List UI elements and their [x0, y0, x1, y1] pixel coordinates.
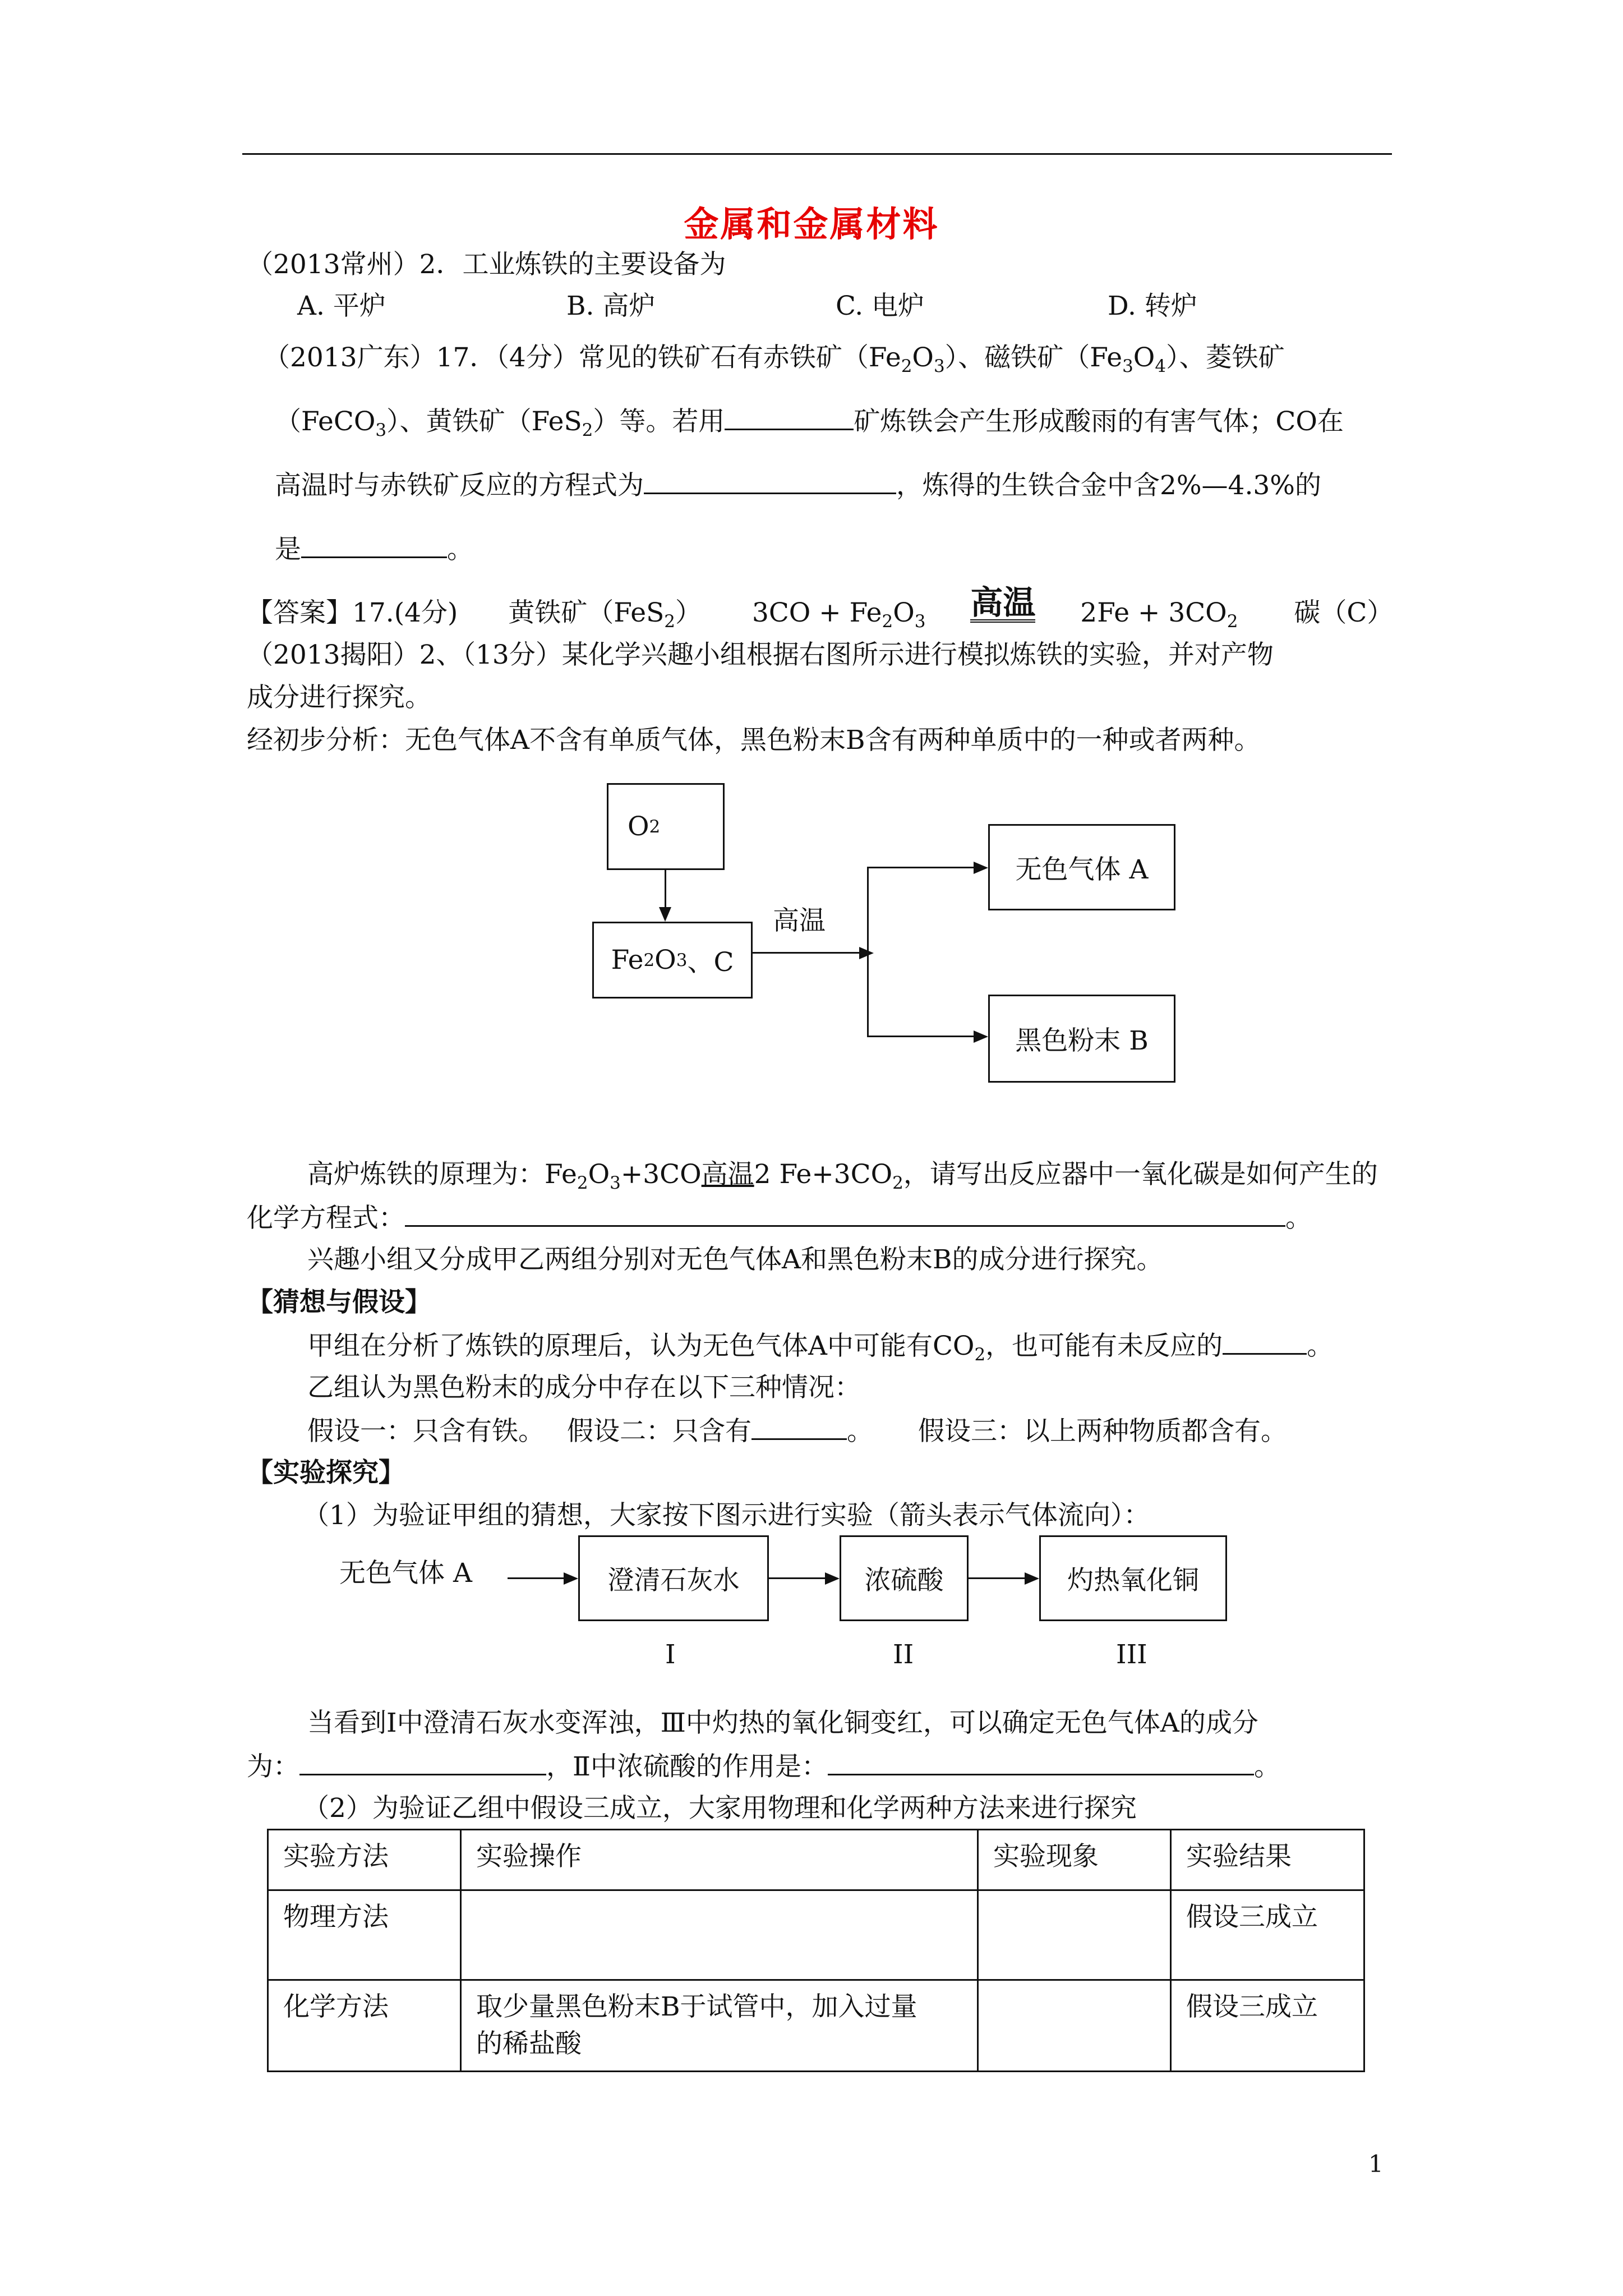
table-cell-input[interactable]	[978, 1890, 1171, 1980]
observation-line: 当看到Ⅰ中澄清石灰水变浑浊，Ⅲ中灼热的氧化铜变红，可以确定无色气体A的成分	[307, 1708, 1258, 1738]
q2-line3: 高温时与赤铁矿反应的方程式为 ，炼得的生铁合金中含2%—4.3%的	[275, 468, 1321, 503]
q2-line2: （FeCO$_3$）、黄铁矿（FeS$_2$）等。若用 矿炼铁会产生形成酸雨的有害气体；CO在	[275, 404, 1344, 447]
q3-line2: 成分进行探究。	[247, 682, 431, 713]
table-header-cell: 实验现象	[978, 1830, 1171, 1890]
q1-option-c: C. 电炉	[836, 291, 925, 321]
table-row	[268, 1980, 1364, 2072]
q1-stem: （2013常州）2．工业炼铁的主要设备为	[247, 249, 726, 280]
gas-composition-blank[interactable]	[299, 1749, 546, 1775]
o2-box: O 2	[607, 783, 725, 870]
table-row	[268, 1890, 1364, 1980]
q1-option-d: D. 转炉	[1108, 291, 1197, 321]
experiment-two-intro: （2）为验证乙组中假设三成立，大家用物理和化学两种方法来进行探究	[303, 1793, 1137, 1824]
equation-prompt-line: 化学方程式： 。	[247, 1200, 1312, 1235]
upper-branch-line	[867, 867, 974, 868]
table-cell: 假设三成立	[1171, 1890, 1364, 1980]
copper-oxide-box: 灼热氧化铜	[1039, 1535, 1227, 1621]
table-cell-input[interactable]	[461, 1890, 978, 1980]
experiment-one-intro: （1）为验证甲组的猜想，大家按下图示进行实验（箭头表示气体流向）：	[303, 1500, 1150, 1531]
flow-arrow-3-head	[1025, 1572, 1039, 1585]
flow-arrow-2-line	[769, 1577, 825, 1579]
q2-line1: （2013广东）17．（4分）常见的铁矿石有赤铁矿$(Fe_2O_3)$、磁铁矿$(Fe_3O_4)$、菱铁矿	[264, 342, 1285, 376]
table-header-cell: 实验操作	[461, 1830, 978, 1890]
product-a-box: 无色气体 A	[988, 824, 1175, 910]
o2-down-arrow-head	[659, 907, 671, 922]
table-cell-line: 的稀盐酸	[476, 2028, 582, 2059]
step-label-iii: III	[1116, 1639, 1147, 1670]
experiment-heading: 【实验探究】	[247, 1457, 405, 1488]
limewater-box: 澄清石灰水	[578, 1535, 769, 1621]
q1-option-b: B. 高炉	[566, 291, 656, 321]
reactant-arrow-line	[753, 952, 859, 954]
o2-down-arrow-line	[665, 870, 666, 909]
split-vertical-line	[867, 867, 869, 1037]
flow-arrow-3-line	[969, 1577, 1025, 1579]
flow-arrow-2-head	[825, 1572, 840, 1585]
table-cell	[461, 1980, 978, 2072]
step-label-ii: II	[893, 1639, 914, 1670]
table-cell: 假设三成立	[1171, 1980, 1364, 2072]
unreacted-gas-blank[interactable]	[1223, 1328, 1307, 1355]
table-cell-input[interactable]	[978, 1980, 1171, 2072]
experiment-table	[267, 1829, 1365, 2072]
q2-blank-1[interactable]	[725, 404, 854, 430]
conclusion-line: 为： ，Ⅱ中浓硫酸的作用是： 。	[247, 1749, 1280, 1784]
table-cell: 化学方法	[268, 1980, 461, 2072]
group-b-line: 乙组认为黑色粉末的成分中存在以下三种情况：	[307, 1372, 861, 1403]
sulfuric-acid-purpose-blank[interactable]	[828, 1749, 1254, 1775]
table-cell: 物理方法	[268, 1890, 461, 1980]
flow-arrow-1-line	[508, 1577, 564, 1579]
hypotheses-line: 假设一：只含有铁。 假设二：只含有 。 假设三：以上两种物质都含有。	[307, 1414, 1287, 1448]
table-header-row	[268, 1830, 1364, 1890]
q2-line4: 是 。	[275, 532, 473, 567]
principle-line: 高炉炼铁的原理为：$Fe_2O_3+3CO$高温2 $Fe+3CO_2$，请写出反应器中一氧化碳是如何产生的	[307, 1159, 1378, 1193]
q2-blank-3[interactable]	[301, 532, 447, 558]
hypothesis-heading: 【猜想与假设】	[247, 1287, 431, 1318]
q2-blank-2[interactable]	[644, 468, 896, 494]
answer-line: 【答案】17.(4分) 黄铁矿（FeS$_2$） $3CO + Fe_2O_3$ 高温 $2Fe + 3CO_2$ 碳（C）	[247, 583, 1394, 632]
page-number: 1	[1368, 2150, 1384, 2178]
lower-branch-arrow-head	[974, 1030, 988, 1043]
lower-branch-line	[867, 1036, 974, 1037]
q3-line1: （2013揭阳）2、（13分）某化学兴趣小组根据右图所示进行模拟炼铁的实验，并对产物	[247, 639, 1274, 670]
reactant-box: Fe 2 O 3 、C	[592, 922, 753, 999]
product-b-box: 黑色粉末 B	[988, 995, 1175, 1083]
upper-branch-arrow-head	[974, 862, 988, 874]
header-rule	[242, 153, 1392, 155]
q3-line3: 经初步分析：无色气体A不含有单质气体，黑色粉末B含有两种单质中的一种或者两种。	[247, 725, 1261, 756]
co-equation-blank[interactable]	[405, 1200, 1285, 1227]
hypothesis-two-blank[interactable]	[751, 1414, 847, 1440]
reactant-arrow-head	[859, 947, 874, 959]
page-title: 金属和金属材料	[684, 204, 939, 245]
diagram1-condition: 高温	[773, 905, 826, 936]
reaction-condition-label: 高温	[970, 583, 1036, 622]
groups-line: 兴趣小组又分成甲乙两组分别对无色气体A和黑色粉末B的成分进行探究。	[307, 1244, 1163, 1275]
table-cell-line: 取少量黑色粉末B于试管中，加入过量	[476, 1991, 917, 2022]
q1-option-a: A. 平炉	[297, 291, 386, 321]
step-label-i: I	[665, 1639, 676, 1670]
gas-input-label: 无色气体 A	[339, 1558, 472, 1589]
sulfuric-acid-box: 浓硫酸	[840, 1535, 969, 1621]
flow-arrow-1-head	[564, 1572, 578, 1585]
table-header-cell: 实验结果	[1171, 1830, 1364, 1890]
table-header-cell: 实验方法	[268, 1830, 461, 1890]
group-a-line: 甲组在分析了炼铁的原理后，认为无色气体A中可能有$CO_2$，也可能有未反应的 。	[307, 1328, 1333, 1372]
